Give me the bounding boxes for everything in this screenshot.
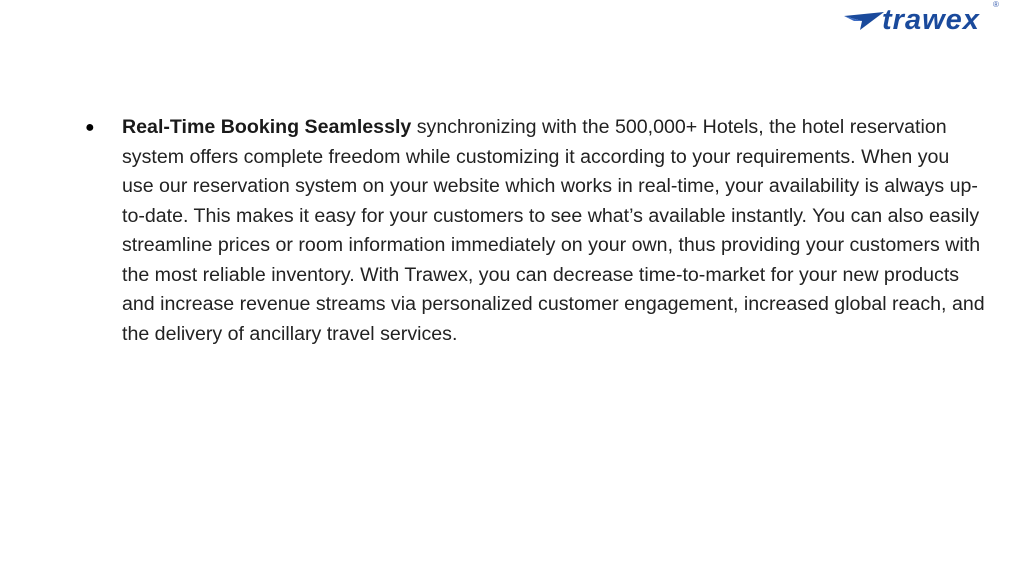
bullet-body: synchronizing with the 500,000+ Hotels, the hotel reservation system offers complete freedom while customizing it according to your requirements. When you use our reservation system on your website which works in real-time, your availability is always up-to-date. This makes it easy for your customers to see what’s available instantly. You can also easily streamline prices or room information immediately on your own, thus providing your customers with the most reliable inventory. With Trawex, you can decrease time-to-market for your new products and increase revenue streams via personalized customer engagement, increased global reach, and the delivery of ancillary travel services. (122, 116, 985, 345)
trawex-logo (844, 2, 1016, 38)
bullet-paragraph (122, 113, 985, 349)
logo-wordmark: trawex (882, 4, 980, 36)
bullet-marker: ● (85, 119, 95, 136)
bullet-item (85, 113, 985, 349)
plane-icon (844, 12, 884, 30)
registered-mark: ® (993, 0, 999, 9)
bullet-heading: Real-Time Booking Seamlessly (122, 116, 412, 138)
